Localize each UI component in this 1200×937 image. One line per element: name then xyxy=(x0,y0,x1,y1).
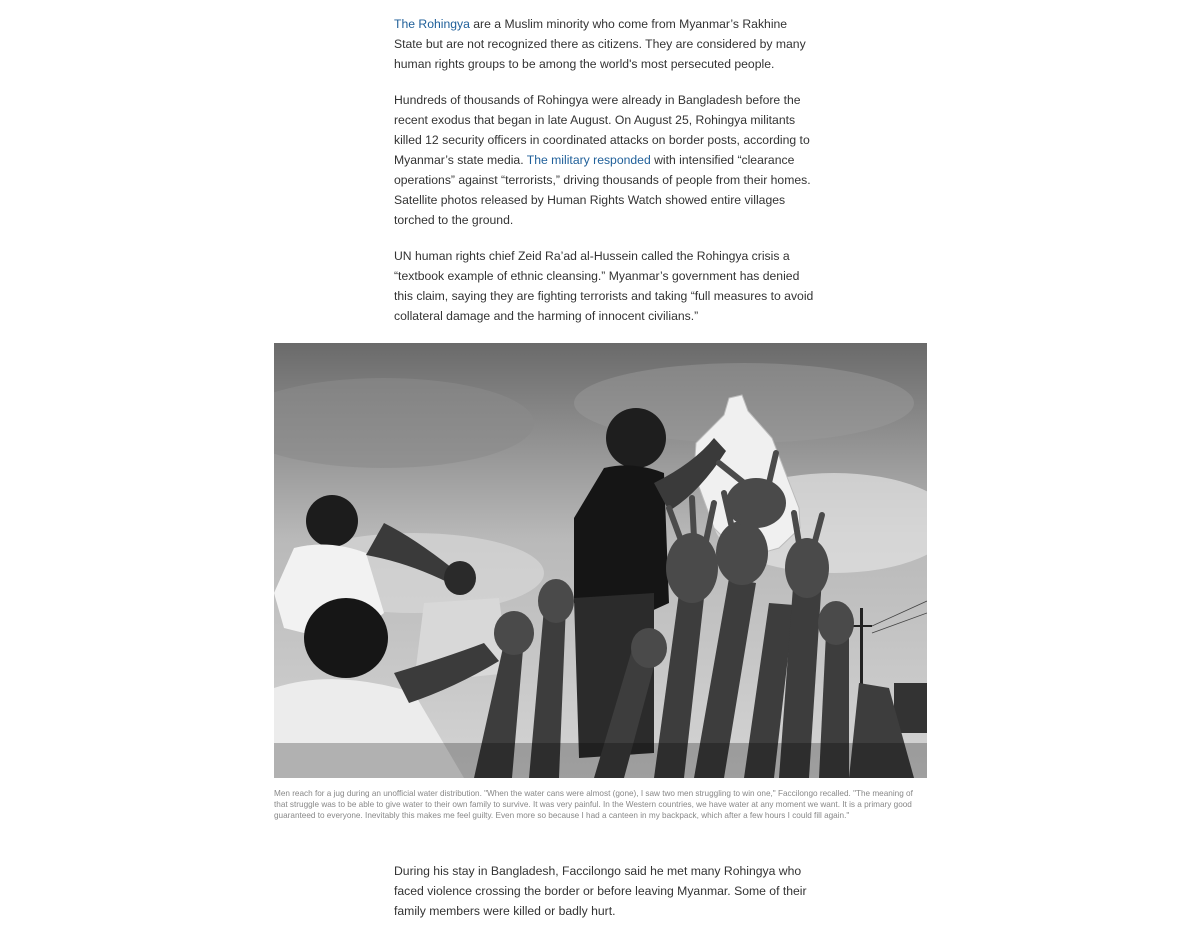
paragraph-1-text: are a Muslim minority who come from Myanmar’s Rakhine State but are not recognized there as citizens. They are considered by many human rights groups to be among the world's most persecuted people. xyxy=(394,17,806,71)
article-body xyxy=(394,14,814,342)
paragraph-2 xyxy=(394,90,814,230)
paragraph-2-text-after: with intensified “clearance operations” against “terrorists,” driving thousands of people from their homes. Satellite photos released by Human Rights Watch showed entire villages torched to the ground. xyxy=(394,153,811,227)
photo-illustration xyxy=(274,343,927,778)
rohingya-link[interactable]: The Rohingya xyxy=(394,17,470,31)
paragraph-4: During his stay in Bangladesh, Faccilongo said he met many Rohingya who faced violence crossing the border or before leaving Myanmar. Some of their family members were killed or badly hurt. xyxy=(394,864,807,918)
photo-caption: Men reach for a jug during an unofficial water distribution. "When the water cans were almost (gone), I saw two men struggling to win one," Faccilongo recalled. "The meaning of that struggle was to be able to give water to their own family to survive. It was very painful. In the Western countries, we have water at any moment we want. It is a primary good guaranteed to everyone. Inevitably this makes me feel guilty. Even more so because I had a canteen in my backpack, which after a few hours I could fill again." xyxy=(274,789,913,821)
paragraph-2-text-before: Hundreds of thousands of Rohingya were already in Bangladesh before the recent exodus that began in late August. On August 25, Rohingya militants killed 12 security officers in coordinated attacks on border posts, according to Myanmar’s state media. xyxy=(394,93,810,167)
article-photo xyxy=(274,343,927,778)
paragraph-3: UN human rights chief Zeid Ra’ad al-Hussein called the Rohingya crisis a “textbook example of ethnic cleansing.” Myanmar’s government has denied this claim, saying they are fighting terrorists and taking “full measures to avoid collateral damage and the harming of innocent civilians.” xyxy=(394,249,814,323)
military-responded-link[interactable]: The military responded xyxy=(526,153,651,167)
paragraph-1 xyxy=(394,14,814,74)
